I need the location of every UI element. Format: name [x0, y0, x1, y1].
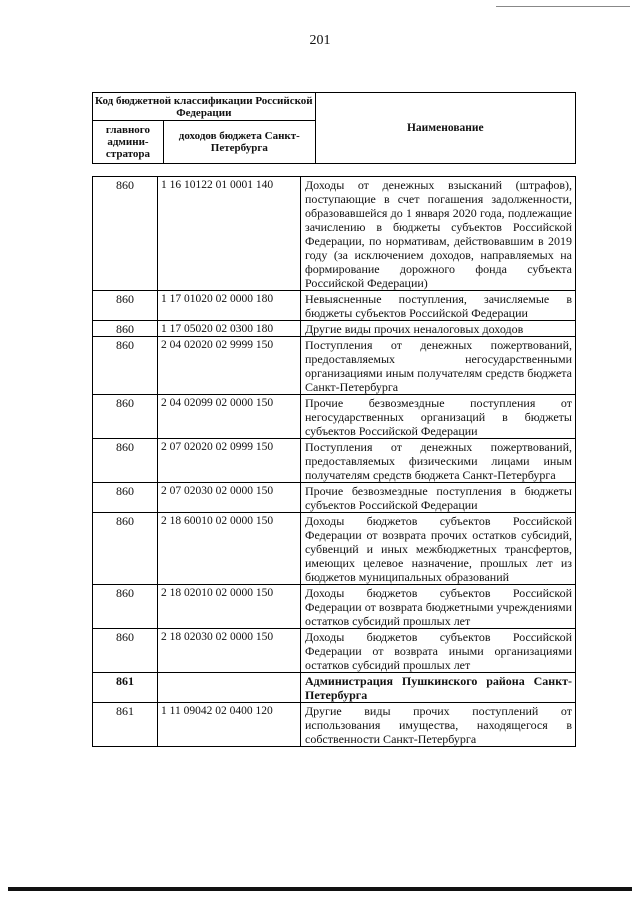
- table-row: [93, 321, 576, 337]
- table-row: [93, 673, 576, 703]
- row-admin-code: 860: [93, 321, 158, 337]
- row-budget-code: 1 17 01020 02 0000 180: [158, 291, 301, 321]
- row-name: Поступления от денежных пожертвований, предоставляемых физическими лицами иным получателям средств бюджета Санкт-Петербурга: [301, 439, 576, 483]
- row-admin-code: 861: [93, 703, 158, 747]
- row-admin-code: 860: [93, 177, 158, 291]
- table-row: [93, 291, 576, 321]
- table-row: [93, 703, 576, 747]
- budget-table: [92, 176, 576, 747]
- row-budget-code: 1 11 09042 02 0400 120: [158, 703, 301, 747]
- table-row: [93, 585, 576, 629]
- row-budget-code: 2 18 02010 02 0000 150: [158, 585, 301, 629]
- row-budget-code: 2 04 02020 02 9999 150: [158, 337, 301, 395]
- row-budget-code: 1 17 05020 02 0300 180: [158, 321, 301, 337]
- row-admin-code: 860: [93, 513, 158, 585]
- row-budget-code: 1 16 10122 01 0001 140: [158, 177, 301, 291]
- row-admin-code: 861: [93, 673, 158, 703]
- row-budget-code: [158, 673, 301, 703]
- header-income: доходов бюджета Санкт-Петербурга: [163, 121, 315, 164]
- table-row: [93, 629, 576, 673]
- row-admin-code: 860: [93, 483, 158, 513]
- row-budget-code: 2 18 02030 02 0000 150: [158, 629, 301, 673]
- row-budget-code: 2 07 02030 02 0000 150: [158, 483, 301, 513]
- table-row: [93, 177, 576, 291]
- table-header: [92, 92, 576, 164]
- table-row: [93, 337, 576, 395]
- row-name: Доходы бюджетов субъектов Российской Федерации от возврата иными организациями остатков субсидий прошлых лет: [301, 629, 576, 673]
- row-name: Администрация Пушкинского района Санкт-Петербурга: [301, 673, 576, 703]
- bottom-rule: [8, 887, 632, 891]
- table-body: [93, 177, 576, 747]
- row-name: Прочие безвозмездные поступления от негосударственных организаций в бюджеты субъектов Российской Федерации: [301, 395, 576, 439]
- header-admin: главного админи-стратора: [93, 121, 164, 164]
- row-budget-code: 2 18 60010 02 0000 150: [158, 513, 301, 585]
- row-admin-code: 860: [93, 337, 158, 395]
- table-row: [93, 439, 576, 483]
- row-name: Поступления от денежных пожертвований, предоставляемых негосударственными организациями иным получателям средств бюджета Санкт-Петербурга: [301, 337, 576, 395]
- top-rule: [496, 6, 630, 7]
- table-row: [93, 513, 576, 585]
- row-admin-code: 860: [93, 395, 158, 439]
- table-row: [93, 395, 576, 439]
- row-name: Доходы от денежных взысканий (штрафов), поступающие в счет погашения задолженности, образовавшейся до 1 января 2020 года, подлежащие зачислению в бюджеты субъектов Российской Федерации, по нормативам, действовавшим в 2019 году (за исключением доходов, направляемых на формирование дорожного фонда субъекта Российской Федерации): [301, 177, 576, 291]
- row-name: Доходы бюджетов субъектов Российской Федерации от возврата бюджетными учреждениями остатков субсидий прошлых лет: [301, 585, 576, 629]
- row-name: Другие виды прочих поступлений от использования имущества, находящегося в собственности Санкт-Петербурга: [301, 703, 576, 747]
- row-admin-code: 860: [93, 439, 158, 483]
- row-admin-code: 860: [93, 291, 158, 321]
- row-name: Доходы бюджетов субъектов Российской Федерации от возврата прочих остатков субсидий, субвенций и иных межбюджетных трансфертов, имеющих целевое назначение, прошлых лет из бюджетов муниципальных образований: [301, 513, 576, 585]
- header-group-title: Код бюджетной классификации Российской Федерации: [93, 93, 316, 121]
- row-admin-code: 860: [93, 585, 158, 629]
- row-budget-code: 2 07 02020 02 0999 150: [158, 439, 301, 483]
- row-name: Другие виды прочих неналоговых доходов: [301, 321, 576, 337]
- page-number: 201: [309, 33, 331, 48]
- row-name: Прочие безвозмездные поступления в бюджеты субъектов Российской Федерации: [301, 483, 576, 513]
- row-budget-code: 2 04 02099 02 0000 150: [158, 395, 301, 439]
- header-name: Наименование: [315, 93, 575, 164]
- row-name: Невыясненные поступления, зачисляемые в бюджеты субъектов Российской Федерации: [301, 291, 576, 321]
- table-row: [93, 483, 576, 513]
- row-admin-code: 860: [93, 629, 158, 673]
